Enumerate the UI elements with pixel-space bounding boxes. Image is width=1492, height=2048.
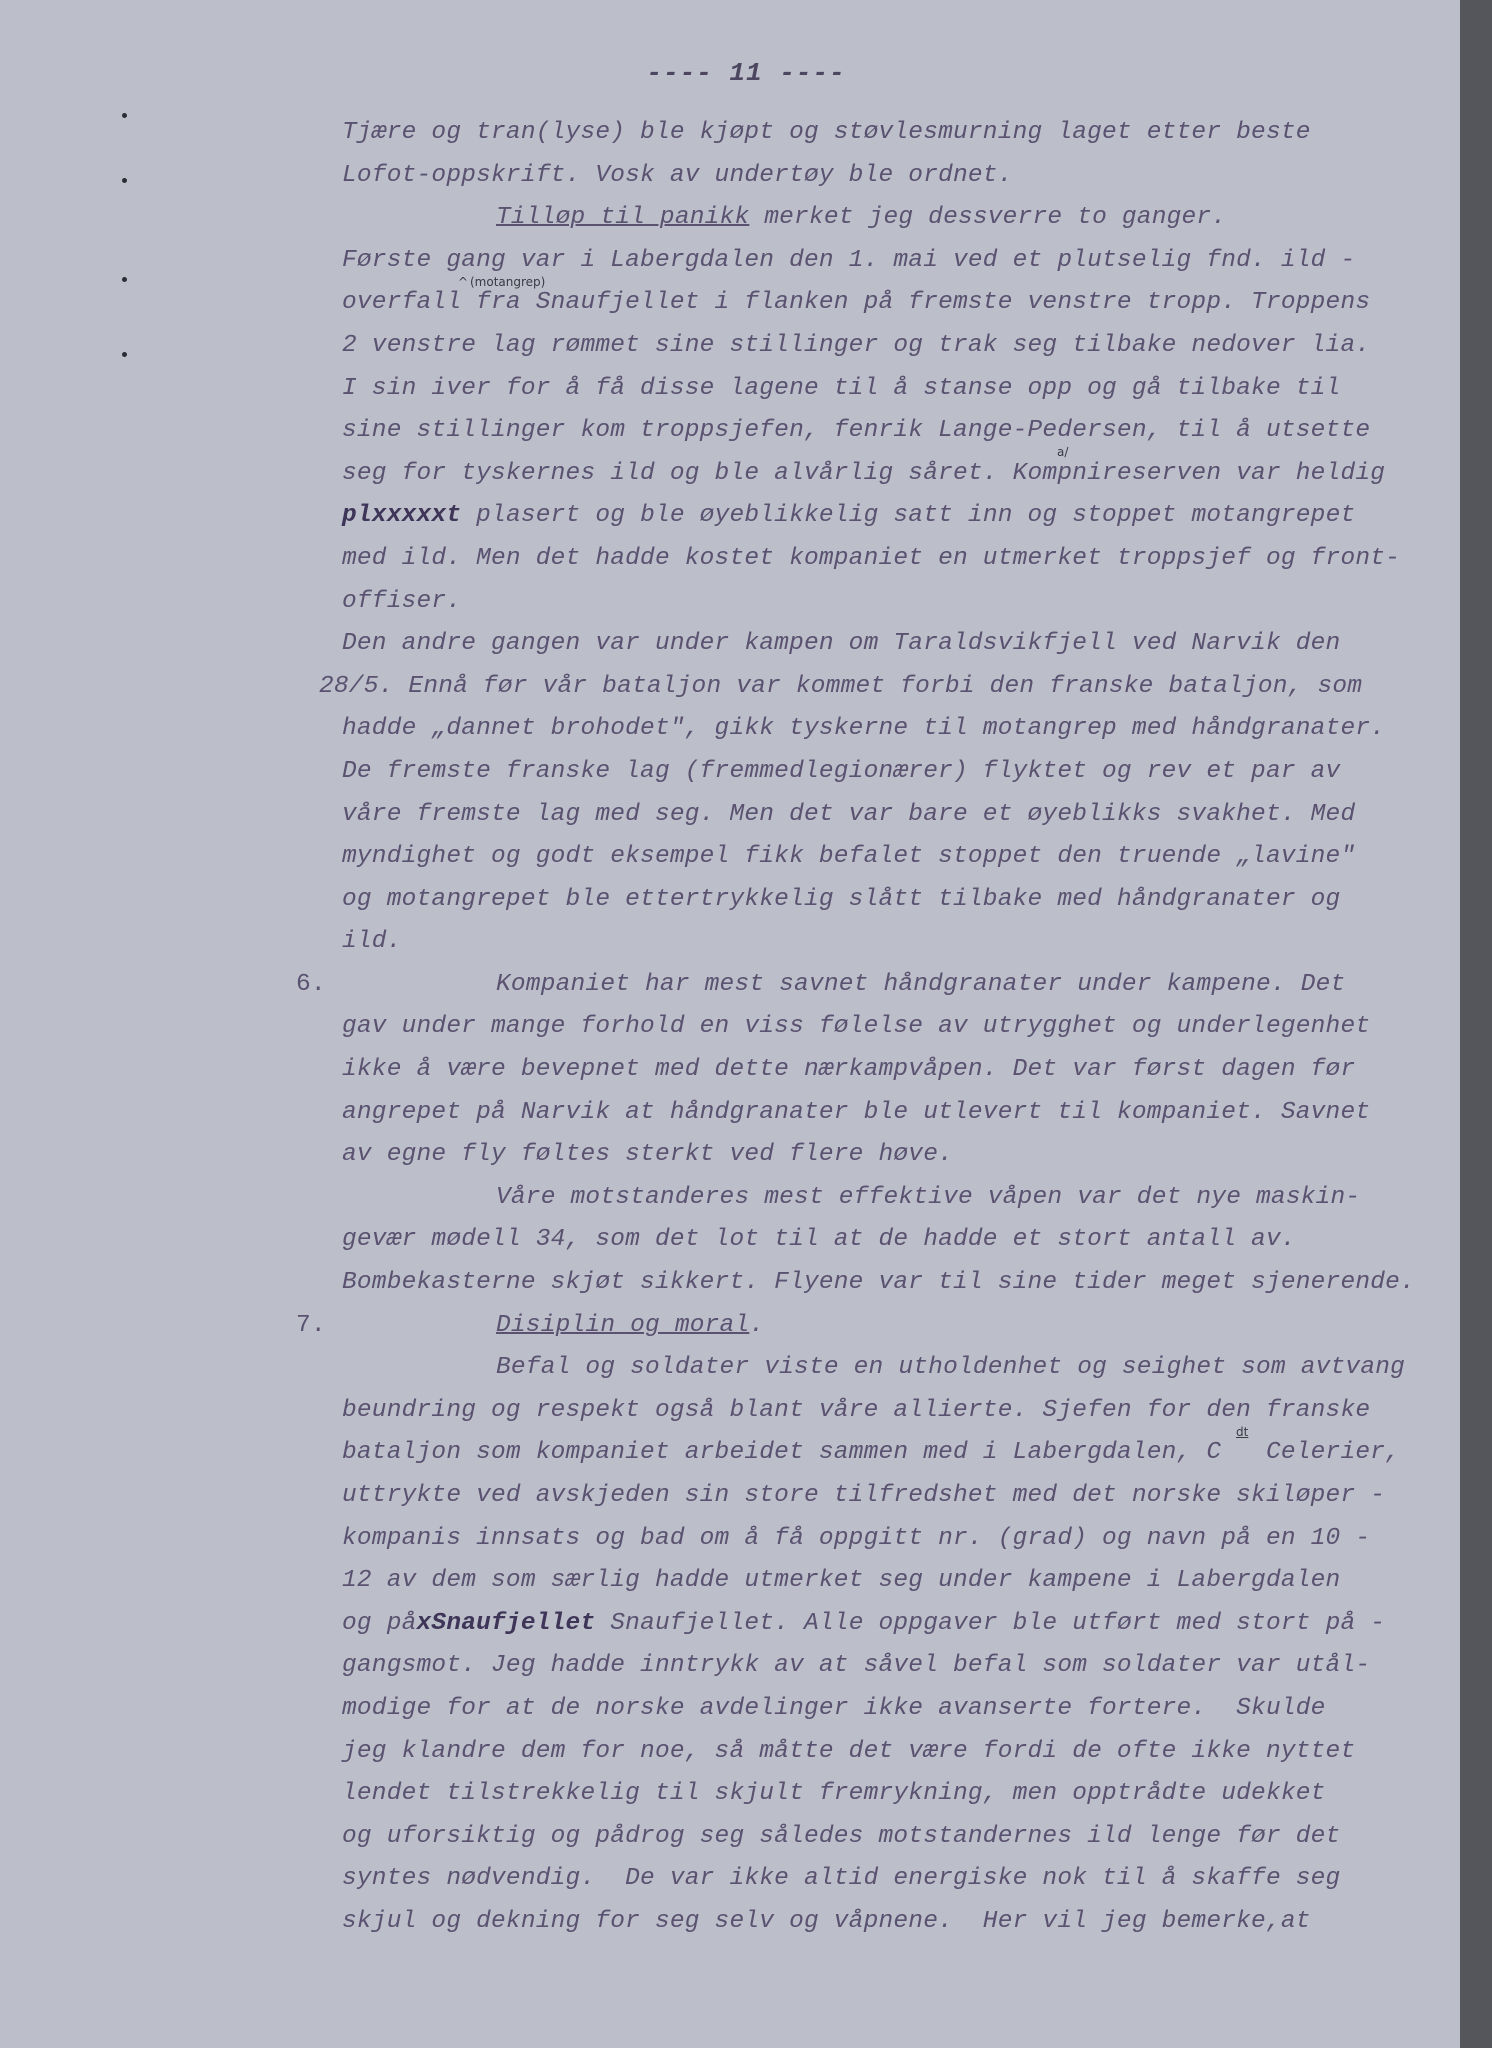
- text-line: [296, 1305, 1442, 1348]
- line-text: I sin iver for å få disse lagene til å stanse opp og gå tilbake til: [342, 374, 1341, 402]
- text-line: [342, 921, 1442, 964]
- line-text: Snaufjellet. Alle oppgaver ble utført med stort på -: [595, 1609, 1386, 1637]
- line-text: og uforsiktig og pådrog seg således motstandernes ild lenge før det: [342, 1822, 1341, 1850]
- line-text: skjul og dekning for seg selv og våpnene. Her vil jeg bemerke,at: [342, 1907, 1311, 1935]
- text-line: [342, 1177, 1442, 1220]
- text-line: [342, 708, 1442, 751]
- line-text: og motangrepet ble ettertrykkelig slått tilbake med håndgranater og: [342, 885, 1341, 913]
- line-text: Første gang var i Labergdalen den 1. mai ved et plutselig fnd. ild -: [342, 246, 1356, 274]
- line-text: seg for tyskernes ild og ble alvårlig såret. Kompnireserven var heldig: [342, 459, 1386, 487]
- text-line: [319, 666, 1442, 709]
- text-line: [342, 1219, 1442, 1262]
- text-line: [342, 1092, 1442, 1135]
- text-line: [342, 1603, 1442, 1646]
- text-line: [342, 879, 1442, 922]
- line-text: offiser.: [342, 587, 462, 615]
- line-text: Den andre gangen var under kampen om Taraldsvikfjell ved Narvik den: [342, 630, 1341, 658]
- line-text: 2 venstre lag rømmet sine stillinger og trak seg tilbake nedover lia.: [342, 331, 1371, 359]
- line-text: Våre motstanderes mest effektive våpen var det nye maskin-: [496, 1183, 1361, 1211]
- text-line: [342, 751, 1442, 794]
- line-text: 12 av dem som særlig hadde utmerket seg under kampene i Labergdalen: [342, 1567, 1341, 1595]
- line-text: .: [749, 1311, 765, 1339]
- line-text: overfall fra Snaufjellet i flanken på fremste venstre tropp. Troppens: [342, 289, 1371, 317]
- handwritten-annotation: (motangrep): [470, 275, 546, 289]
- superscript-annotation: dt: [1236, 1425, 1249, 1439]
- line-text: gangsmot. Jeg hadde inntrykk av at såvel befal som soldater var utål-: [342, 1652, 1371, 1680]
- line-text: ikke å være bevepnet med dette nærkampvåpen. Det var først dagen før: [342, 1056, 1356, 1084]
- underlined-heading: Tilløp til panikk: [496, 204, 750, 232]
- line-text: Befal og soldater viste en utholdenhet og seighet som avtvang: [496, 1354, 1406, 1382]
- line-text: modige for at de norske avdelinger ikke avanserte fortere. Skulde: [342, 1694, 1326, 1722]
- text-line: [342, 1049, 1442, 1092]
- handwritten-insert: a/: [1057, 445, 1069, 459]
- line-text: Kompaniet har mest savnet håndgranater under kampene. Det: [496, 970, 1346, 998]
- text-line: [342, 538, 1442, 581]
- page-number: ---- 11 ----: [646, 58, 846, 88]
- text-line: [342, 1688, 1442, 1731]
- punch-hole: [122, 277, 127, 282]
- document-body: [296, 112, 1442, 1944]
- text-line: [342, 1858, 1442, 1901]
- line-text: ild.: [342, 928, 402, 956]
- section-number: 6.: [296, 970, 326, 998]
- line-text: Bombekasterne skjøt sikkert. Flyene var til sine tider meget sjenerende.: [342, 1269, 1415, 1297]
- scanner-edge: [1460, 0, 1492, 2048]
- text-line: [342, 836, 1442, 879]
- text-line: [342, 1645, 1442, 1688]
- line-prefix: og på: [342, 1609, 417, 1637]
- text-line: [342, 1731, 1442, 1774]
- text-line: [342, 1262, 1442, 1305]
- text-line: [342, 1475, 1442, 1518]
- text-line: [342, 155, 1442, 198]
- line-text: lendet tilstrekkelig til skjult fremrykning, men opptrådte udekket: [342, 1780, 1326, 1808]
- text-line: [342, 453, 1442, 496]
- line-text: bataljon som kompaniet arbeidet sammen med i Labergdalen, C Celerier,: [342, 1439, 1401, 1467]
- line-text: kompanis innsats og bad om å få oppgitt nr. (grad) og navn på en 10 -: [342, 1524, 1371, 1552]
- line-text: uttrykte ved avskjeden sin store tilfredshet med det norske skiløper -: [342, 1482, 1386, 1509]
- text-line: [342, 1518, 1442, 1561]
- text-line: [342, 1816, 1442, 1859]
- underlined-heading: Disiplin og moral: [496, 1311, 750, 1339]
- line-text: angrepet på Narvik at håndgranater ble utlevert til kompaniet. Savnet: [342, 1098, 1371, 1126]
- text-line: [342, 1432, 1442, 1475]
- text-line: [342, 623, 1442, 666]
- punch-hole: [122, 113, 127, 118]
- text-line: [342, 1006, 1442, 1049]
- text-line: [342, 368, 1442, 411]
- line-text: med ild. Men det hadde kostet kompaniet en utmerket troppsjef og front-: [342, 544, 1401, 572]
- text-line: [342, 197, 1442, 240]
- line-text: hadde „dannet brohodet", gikk tyskerne til motangrep med håndgranater.: [342, 715, 1386, 743]
- line-text: gav under mange forhold en viss følelse av utrygghet og underlegenhet: [342, 1013, 1371, 1041]
- text-line: [342, 495, 1442, 538]
- line-text: våre fremste lag med seg. Men det var bare et øyeblikks svakhet. Med: [342, 800, 1356, 828]
- text-line: [342, 1560, 1442, 1603]
- line-text: myndighet og godt eksempel fikk befalet stoppet den truende „lavine": [342, 843, 1356, 871]
- text-line: [342, 1901, 1442, 1944]
- text-line: [342, 325, 1442, 368]
- punch-hole: [122, 178, 127, 183]
- text-line: [342, 581, 1442, 624]
- text-line: [296, 964, 1442, 1007]
- text-line: [342, 1347, 1442, 1390]
- line-text: Tjære og tran(lyse) ble kjøpt og støvlesmurning laget etter beste: [342, 119, 1311, 146]
- line-text: jeg klandre dem for noe, så måtte det være fordi de ofte ikke nyttet: [342, 1737, 1356, 1765]
- line-text: plasert og ble øyeblikkelig satt inn og stoppet motangrepet: [461, 502, 1356, 530]
- text-line: [342, 1390, 1442, 1433]
- section-number: 7.: [296, 1311, 326, 1339]
- text-line: [342, 794, 1442, 837]
- line-text: merket jeg dessverre to ganger.: [749, 204, 1227, 232]
- line-text: Lofot-oppskrift. Vosk av undertøy ble ordnet.: [342, 161, 1013, 189]
- line-text: 28/5. Ennå før vår bataljon var kommet forbi den franske bataljon, som: [319, 672, 1363, 700]
- line-text: beundring og respekt også blant våre allierte. Sjefen for den franske: [342, 1396, 1371, 1424]
- punch-hole: [122, 352, 127, 357]
- struck-out-text: plxxxxxt: [342, 502, 462, 530]
- text-line: [342, 1773, 1442, 1816]
- text-line: [342, 1134, 1442, 1177]
- line-text: De fremste franske lag (fremmedlegionærer) flyktet og rev et par av: [342, 757, 1341, 785]
- struck-out-text: xSnaufjellet: [416, 1609, 596, 1637]
- text-line: [342, 112, 1442, 155]
- caret-mark: ^: [458, 275, 469, 289]
- text-line: [342, 410, 1442, 453]
- line-text: av egne fly føltes sterkt ved flere høve.: [342, 1141, 953, 1169]
- line-text: sine stillinger kom troppsjefen, fenrik Lange-Pedersen, til å utsette: [342, 417, 1371, 445]
- line-text: syntes nødvendig. De var ikke altid energiske nok til å skaffe seg: [342, 1865, 1341, 1893]
- line-text: gevær mødell 34, som det lot til at de hadde et stort antall av.: [342, 1226, 1296, 1254]
